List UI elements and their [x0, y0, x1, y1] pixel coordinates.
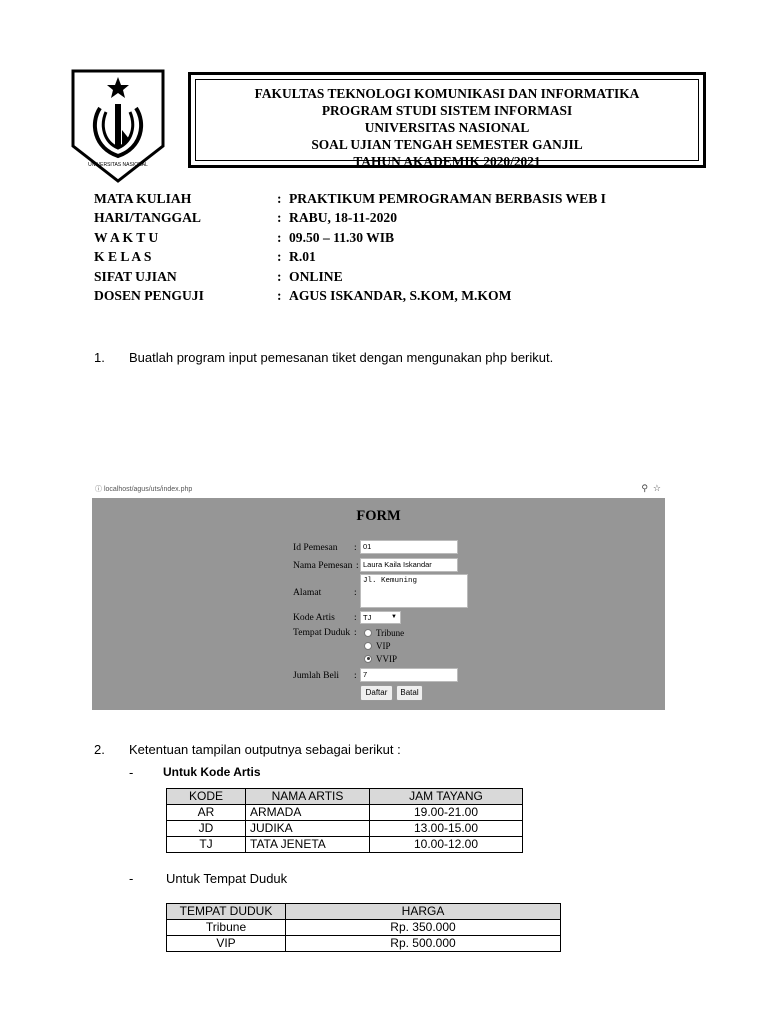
table-cell: TJ	[167, 837, 246, 853]
info-colon: :	[277, 249, 282, 265]
radio-button[interactable]	[364, 642, 372, 650]
university-logo	[70, 68, 166, 184]
info-colon: :	[277, 287, 282, 303]
table-row	[167, 805, 523, 821]
dropdown-arrow-icon: ▼	[391, 614, 397, 620]
info-value: AGUS ISKANDAR, S.KOM, M.KOM	[289, 287, 512, 303]
form-colon: :	[354, 542, 357, 553]
info-label: HARI/TANGGAL	[94, 210, 201, 226]
table-cell: AR	[167, 805, 246, 821]
header-exam: SOAL UJIAN TENGAH SEMESTER GANJIL	[311, 137, 583, 152]
kode-artis-heading: Untuk Kode Artis	[163, 765, 261, 779]
column-header: NAMA ARTIS	[246, 789, 370, 805]
bullet-dash: -	[129, 765, 134, 780]
form-colon: :	[354, 670, 357, 681]
form-panel	[92, 498, 665, 710]
header-year: TAHUN AKADEMIK 2020/2021	[353, 154, 541, 169]
batal-button[interactable]: Batal	[396, 685, 423, 701]
info-label: W A K T U	[94, 229, 159, 245]
table-cell: 10.00-12.00	[370, 837, 523, 853]
info-value: RABU, 18-11-2020	[289, 210, 397, 226]
column-header: JAM TAYANG	[370, 789, 523, 805]
table-cell: TATA JENETA	[246, 837, 370, 853]
info-value: PRAKTIKUM PEMROGRAMAN BERBASIS WEB I	[289, 191, 606, 206]
table-cell: VIP	[167, 936, 286, 952]
column-header: TEMPAT DUDUK	[167, 904, 286, 920]
question-2-number: 2.	[94, 742, 105, 757]
question-2-text: Ketentuan tampilan outputnya sebagai berikut :	[129, 742, 401, 757]
zoom-icon: ⚲	[641, 483, 648, 493]
radio-button[interactable]	[364, 629, 372, 637]
logo-text: UNIVERSITAS NASIONAL	[88, 162, 148, 168]
jumlah-beli-label: Jumlah Beli	[293, 670, 340, 681]
table-row	[167, 821, 523, 837]
bullet-dash: -	[129, 871, 134, 886]
kode-artis-select[interactable]	[360, 611, 401, 624]
browser-url-bar	[92, 481, 665, 499]
radio-tribune[interactable]: Tribune	[364, 628, 404, 638]
question-1-text: Buatlah program input pemesanan tiket dengan mengunakan php berikut.	[129, 350, 554, 365]
table-row	[167, 936, 561, 952]
column-header: HARGA	[286, 904, 561, 920]
radio-vip[interactable]: VIP	[364, 641, 391, 651]
tempat-duduk-heading: Untuk Tempat Duduk	[166, 871, 288, 886]
radio-button-selected[interactable]	[364, 655, 372, 663]
table-row	[167, 920, 561, 936]
table-cell: JD	[167, 821, 246, 837]
daftar-button[interactable]: Daftar	[360, 685, 393, 701]
info-value: R.01	[289, 249, 316, 265]
header-box	[188, 72, 706, 168]
tempat-duduk-table	[166, 903, 561, 952]
jumlah-beli-input[interactable]: 7	[360, 668, 458, 682]
id-pemesan-input[interactable]: 01	[360, 540, 458, 554]
form-colon: :	[354, 612, 357, 623]
table-cell: Tribune	[167, 920, 286, 936]
table-row	[167, 837, 523, 853]
browser-screenshot	[92, 481, 665, 710]
kode-artis-selected: TJ	[363, 613, 372, 622]
question-1-number: 1.	[94, 350, 105, 365]
info-icon: ⓘ	[95, 486, 104, 493]
info-label: K E L A S	[94, 249, 152, 265]
browser-url: ⓘ localhost/agus/uts/index.php	[95, 486, 193, 493]
browser-toolbar-icons	[641, 483, 661, 494]
table-cell: 19.00-21.00	[370, 805, 523, 821]
table-header-row	[167, 789, 523, 805]
form-colon: :	[354, 587, 357, 598]
info-label: MATA KULIAH	[94, 191, 192, 206]
table-header-row	[167, 904, 561, 920]
info-colon: :	[277, 210, 282, 226]
header-program: PROGRAM STUDI SISTEM INFORMASI	[321, 103, 573, 118]
info-label: SIFAT UJIAN	[94, 268, 177, 284]
table-cell: ARMADA	[246, 805, 370, 821]
radio-vvip[interactable]: VVIP	[364, 654, 397, 664]
table-cell: Rp. 500.000	[286, 936, 561, 952]
alamat-label: Alamat	[293, 587, 322, 598]
form-colon: :	[354, 627, 357, 638]
alamat-textarea[interactable]: Jl. Kemuning	[360, 574, 468, 608]
info-colon: :	[277, 268, 282, 284]
column-header: KODE	[167, 789, 246, 805]
info-value: 09.50 – 11.30 WIB	[289, 229, 395, 245]
header-university: UNIVERSITAS NASIONAL	[364, 120, 530, 135]
form-colon: :	[356, 560, 359, 571]
info-value: ONLINE	[289, 268, 343, 284]
star-icon: ☆	[652, 483, 661, 493]
kode-artis-label: Kode Artis	[293, 612, 335, 623]
table-cell: Rp. 350.000	[286, 920, 561, 936]
header-faculty: FAKULTAS TEKNOLOGI KOMUNIKASI DAN INFORMATIKA	[254, 86, 640, 101]
nama-pemesan-input[interactable]: Laura Kaila Iskandar	[360, 558, 458, 572]
table-cell: JUDIKA	[246, 821, 370, 837]
table-cell: 13.00-15.00	[370, 821, 523, 837]
info-colon: :	[277, 191, 282, 206]
form-title: FORM	[356, 508, 401, 524]
info-colon: :	[277, 229, 282, 245]
id-pemesan-label: Id Pemesan	[293, 542, 338, 553]
tempat-duduk-label: Tempat Duduk	[293, 627, 351, 638]
kode-artis-table	[166, 788, 523, 853]
info-label: DOSEN PENGUJI	[94, 287, 204, 303]
nama-pemesan-label: Nama Pemesan	[293, 560, 353, 571]
